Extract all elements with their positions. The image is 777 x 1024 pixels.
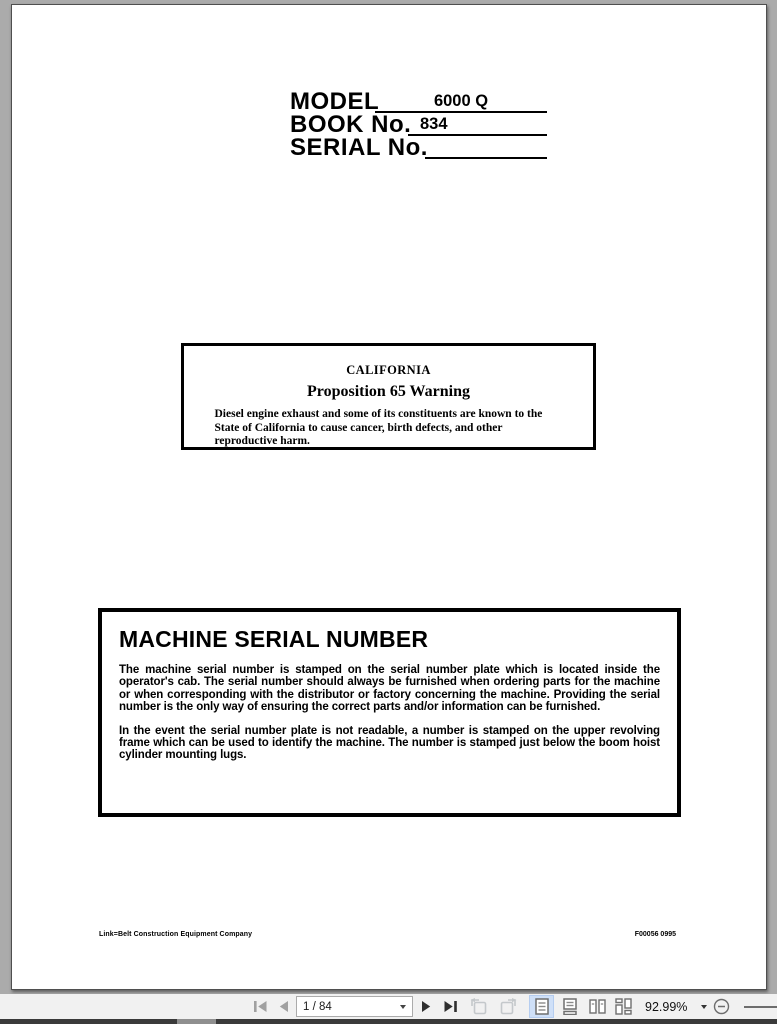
book-label: BOOK No. <box>290 111 412 138</box>
book-value: 834 <box>408 112 547 136</box>
first-page-icon <box>253 1000 268 1013</box>
serial-value <box>425 135 547 159</box>
machine-serial-number-box <box>98 608 681 817</box>
page-indicator[interactable]: 1 / 84 <box>303 1000 332 1013</box>
next-view-button[interactable] <box>496 994 520 1019</box>
msn-heading: MACHINE SERIAL NUMBER <box>119 626 429 652</box>
zoom-slider[interactable] <box>744 1006 777 1008</box>
prop65-warning-box <box>181 343 596 450</box>
zoom-out-button[interactable] <box>711 994 731 1019</box>
facing-continuous-view-icon <box>615 998 632 1015</box>
zoom-out-icon <box>713 998 730 1015</box>
continuous-view-button[interactable] <box>557 995 582 1018</box>
last-page-button[interactable] <box>440 994 460 1019</box>
page-combo-dropdown-icon[interactable] <box>400 1005 406 1009</box>
prop65-region: CALIFORNIA <box>346 363 431 377</box>
previous-page-icon <box>277 1000 290 1013</box>
model-value: 6000 Q <box>375 89 547 113</box>
zoom-dropdown-icon[interactable] <box>701 1005 707 1009</box>
next-page-button[interactable] <box>417 994 435 1019</box>
single-page-view-button[interactable] <box>529 995 554 1018</box>
facing-view-button[interactable] <box>585 995 610 1018</box>
single-page-view-icon <box>535 998 549 1015</box>
zoom-level[interactable]: 92.99% <box>645 999 688 1014</box>
footer-company: Link=Belt Construction Equipment Company <box>99 931 253 938</box>
prop65-title: Proposition 65 Warning <box>307 383 470 400</box>
model-label: MODEL <box>290 88 380 115</box>
previous-page-button[interactable] <box>274 994 292 1019</box>
serial-row <box>12 135 572 161</box>
footer-form-code: F00056 0995 <box>634 931 676 938</box>
facing-continuous-view-button[interactable] <box>611 995 636 1018</box>
bottom-scrollbar-thumb[interactable] <box>177 1019 216 1024</box>
previous-view-button[interactable] <box>466 994 490 1019</box>
msn-paragraph-1: The machine serial number is stamped on the serial number plate which is located inside the operator's cab. The serial number should always be furnished when ordering parts for the machine or when corresponding with the distributor or factory concerning the machine. Providing the serial number is the only way of ensuring the correct parts and/or information can be furnished. <box>119 664 660 714</box>
previous-view-icon <box>469 998 488 1015</box>
next-view-icon <box>499 998 518 1015</box>
facing-view-icon <box>589 998 606 1015</box>
bottom-window-edge <box>0 1019 777 1024</box>
continuous-view-icon <box>563 998 577 1015</box>
msn-paragraph-2: In the event the serial number plate is not readable, a number is stamped on the upper revolving frame which can be used to identify the machine. The number is stamped just below the boom hoist cylinder mounting lugs. <box>119 724 660 762</box>
pdf-page <box>11 4 767 990</box>
prop65-body: Diesel engine exhaust and some of its constituents are known to the State of California to cause cancer, birth defects, and other reproductive harm. <box>214 408 543 447</box>
first-page-button[interactable] <box>250 994 270 1019</box>
pdf-viewer-toolbar <box>0 994 777 1019</box>
page-number-combo[interactable] <box>296 996 413 1017</box>
last-page-icon <box>443 1000 458 1013</box>
next-page-icon <box>420 1000 433 1013</box>
serial-label: SERIAL No. <box>290 134 428 161</box>
